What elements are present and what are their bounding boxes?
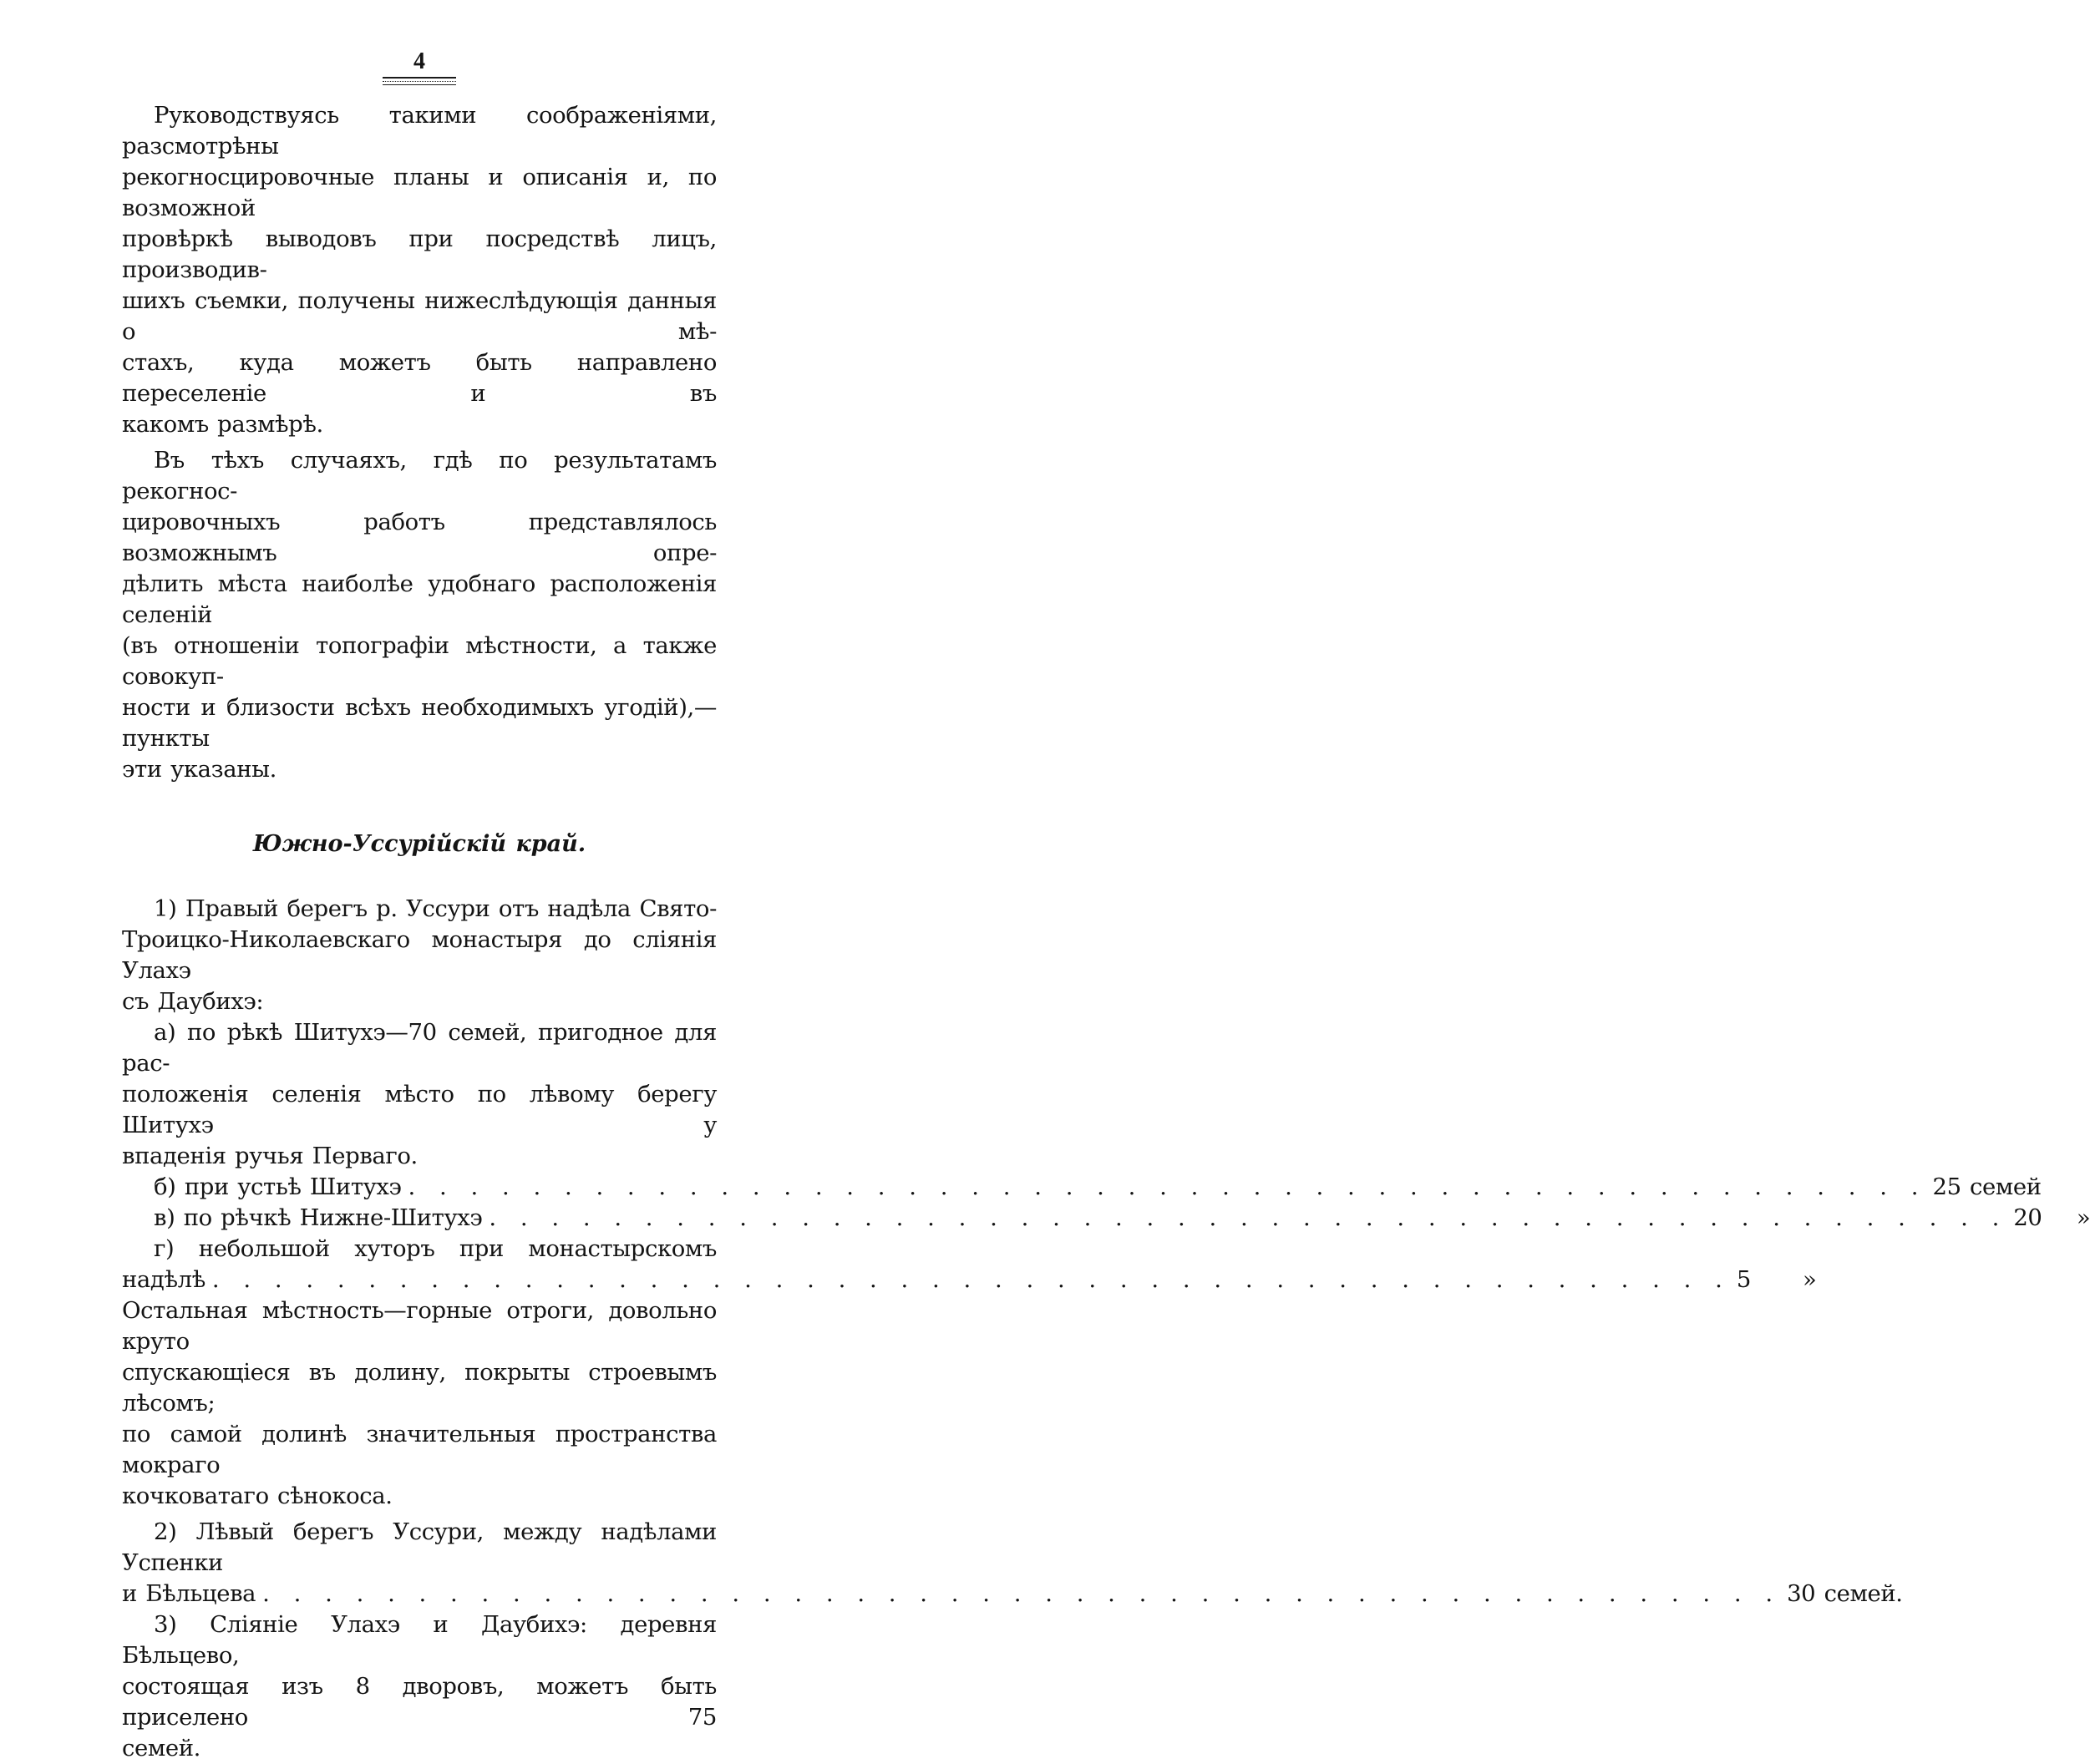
text-line: впаденія ручья Перваго. (122, 1143, 418, 1169)
text-line: рекогносцировочные планы и описанія и, по возможной (122, 164, 717, 221)
text-line: г) небольшой хуторъ при монастырскомъ (154, 1235, 717, 1262)
text-line: по самой долинѣ значительныя пространства мокраго (122, 1421, 717, 1478)
page-number-rule-lower (383, 84, 456, 85)
entry-row-b (122, 1172, 2042, 1203)
text-line: цировочныхъ работъ представлялось возможнымъ опре- (122, 509, 717, 566)
text-line: Остальная мѣстность—горные отроги, довольно круто (122, 1297, 717, 1355)
leader-dots: . . . . . . . . . . . . . . . . . . . . . . . . . . . . . . . . . . . . . . . . . . . . . . . . . (408, 1173, 1926, 1200)
entry-value: 20 » (2013, 1204, 2090, 1231)
entry-row-g (122, 1265, 1817, 1295)
intro-paragraph-2 (122, 445, 717, 785)
entry-value: 5 » (1736, 1266, 1817, 1293)
page-number-rule (383, 77, 456, 79)
text-line: стахъ, куда можетъ быть направлено переселеніе и въ (122, 349, 717, 407)
section-heading: Южно-Уссурійскій край. (252, 831, 586, 857)
entry-row-v (122, 1203, 2090, 1234)
entry-row-item2 (122, 1579, 1903, 1609)
text-line: дѣлить мѣста наиболѣе удобнаго расположенія селеній (122, 570, 717, 628)
text-line: какомъ размѣрѣ. (122, 411, 323, 438)
text-line: съ Даубихэ: (122, 988, 264, 1015)
entry-value: 30 семей. (1787, 1580, 1903, 1607)
entry-label: б) при устьѣ Шитухэ (154, 1173, 402, 1200)
text-line: положенія селенія мѣсто по лѣвому берегу Шитухэ у (122, 1081, 717, 1138)
text-line: Руководствуясь такими соображеніями, разсмотрѣны (122, 102, 717, 160)
intro-paragraph-1 (122, 100, 717, 440)
text-line: кочковатаго сѣнокоса. (122, 1483, 393, 1509)
item-2 (122, 1517, 1903, 1609)
text-line: Троицко-Николаевскаго монастыря до сліянія Улахэ (122, 926, 717, 984)
text-line: Въ тѣхъ случаяхъ, гдѣ по результатамъ рекогнос- (122, 447, 717, 504)
text-line: ности и близости всѣхъ необходимыхъ угодій),—пункты (122, 694, 717, 752)
text-line: (въ отношеніи топографіи мѣстности, а также совокуп- (122, 632, 717, 690)
text-line: провѣркѣ выводовъ при посредствѣ лицъ, производив- (122, 226, 717, 283)
item-1 (122, 894, 2090, 1512)
text-line: шихъ съемки, получены нижеслѣдующія данныя о мѣ- (122, 287, 717, 345)
text-line: а) по рѣкѣ Шитухэ—70 семей, пригодное для рас- (122, 1019, 717, 1077)
text-line: эти указаны. (122, 756, 277, 783)
text-line: состоящая изъ 8 дворовъ, можетъ быть приселено 75 (122, 1673, 717, 1731)
entry-value: 25 семей (1932, 1173, 2042, 1200)
text-line: 1) Правый берегъ р. Уссури отъ надѣла Свято- (154, 895, 717, 922)
page-number: 4 (413, 48, 425, 74)
text-line: спускающіеся въ долину, покрыты строевымъ лѣсомъ; (122, 1359, 717, 1417)
text-line: 3) Сліяніе Улахэ и Даубихэ: деревня Бѣльцево, (122, 1611, 717, 1669)
page-body (122, 100, 2090, 1764)
entry-label: в) по рѣчкѣ Нижне-Шитухэ (154, 1204, 483, 1231)
page-number-rule-dotted (383, 81, 456, 82)
leader-dots: . . . . . . . . . . . . . . . . . . . . . . . . . . . . . . . . . . . . . . . . . . . . . . . . . (211, 1266, 1730, 1293)
entry-label: надѣлѣ (122, 1266, 205, 1293)
item-3 (122, 1609, 717, 1764)
text-line: 2) Лѣвый берегъ Уссури, между надѣлами Успенки (122, 1518, 717, 1576)
text-line: семей. (122, 1735, 201, 1761)
entry-label: и Бѣльцева (122, 1580, 256, 1607)
leader-dots: . . . . . . . . . . . . . . . . . . . . . . . . . . . . . . . . . . . . . . . . . . . . . . . . . (489, 1204, 2007, 1231)
leader-dots: . . . . . . . . . . . . . . . . . . . . . . . . . . . . . . . . . . . . . . . . . . . . . . . . . (262, 1580, 1781, 1607)
